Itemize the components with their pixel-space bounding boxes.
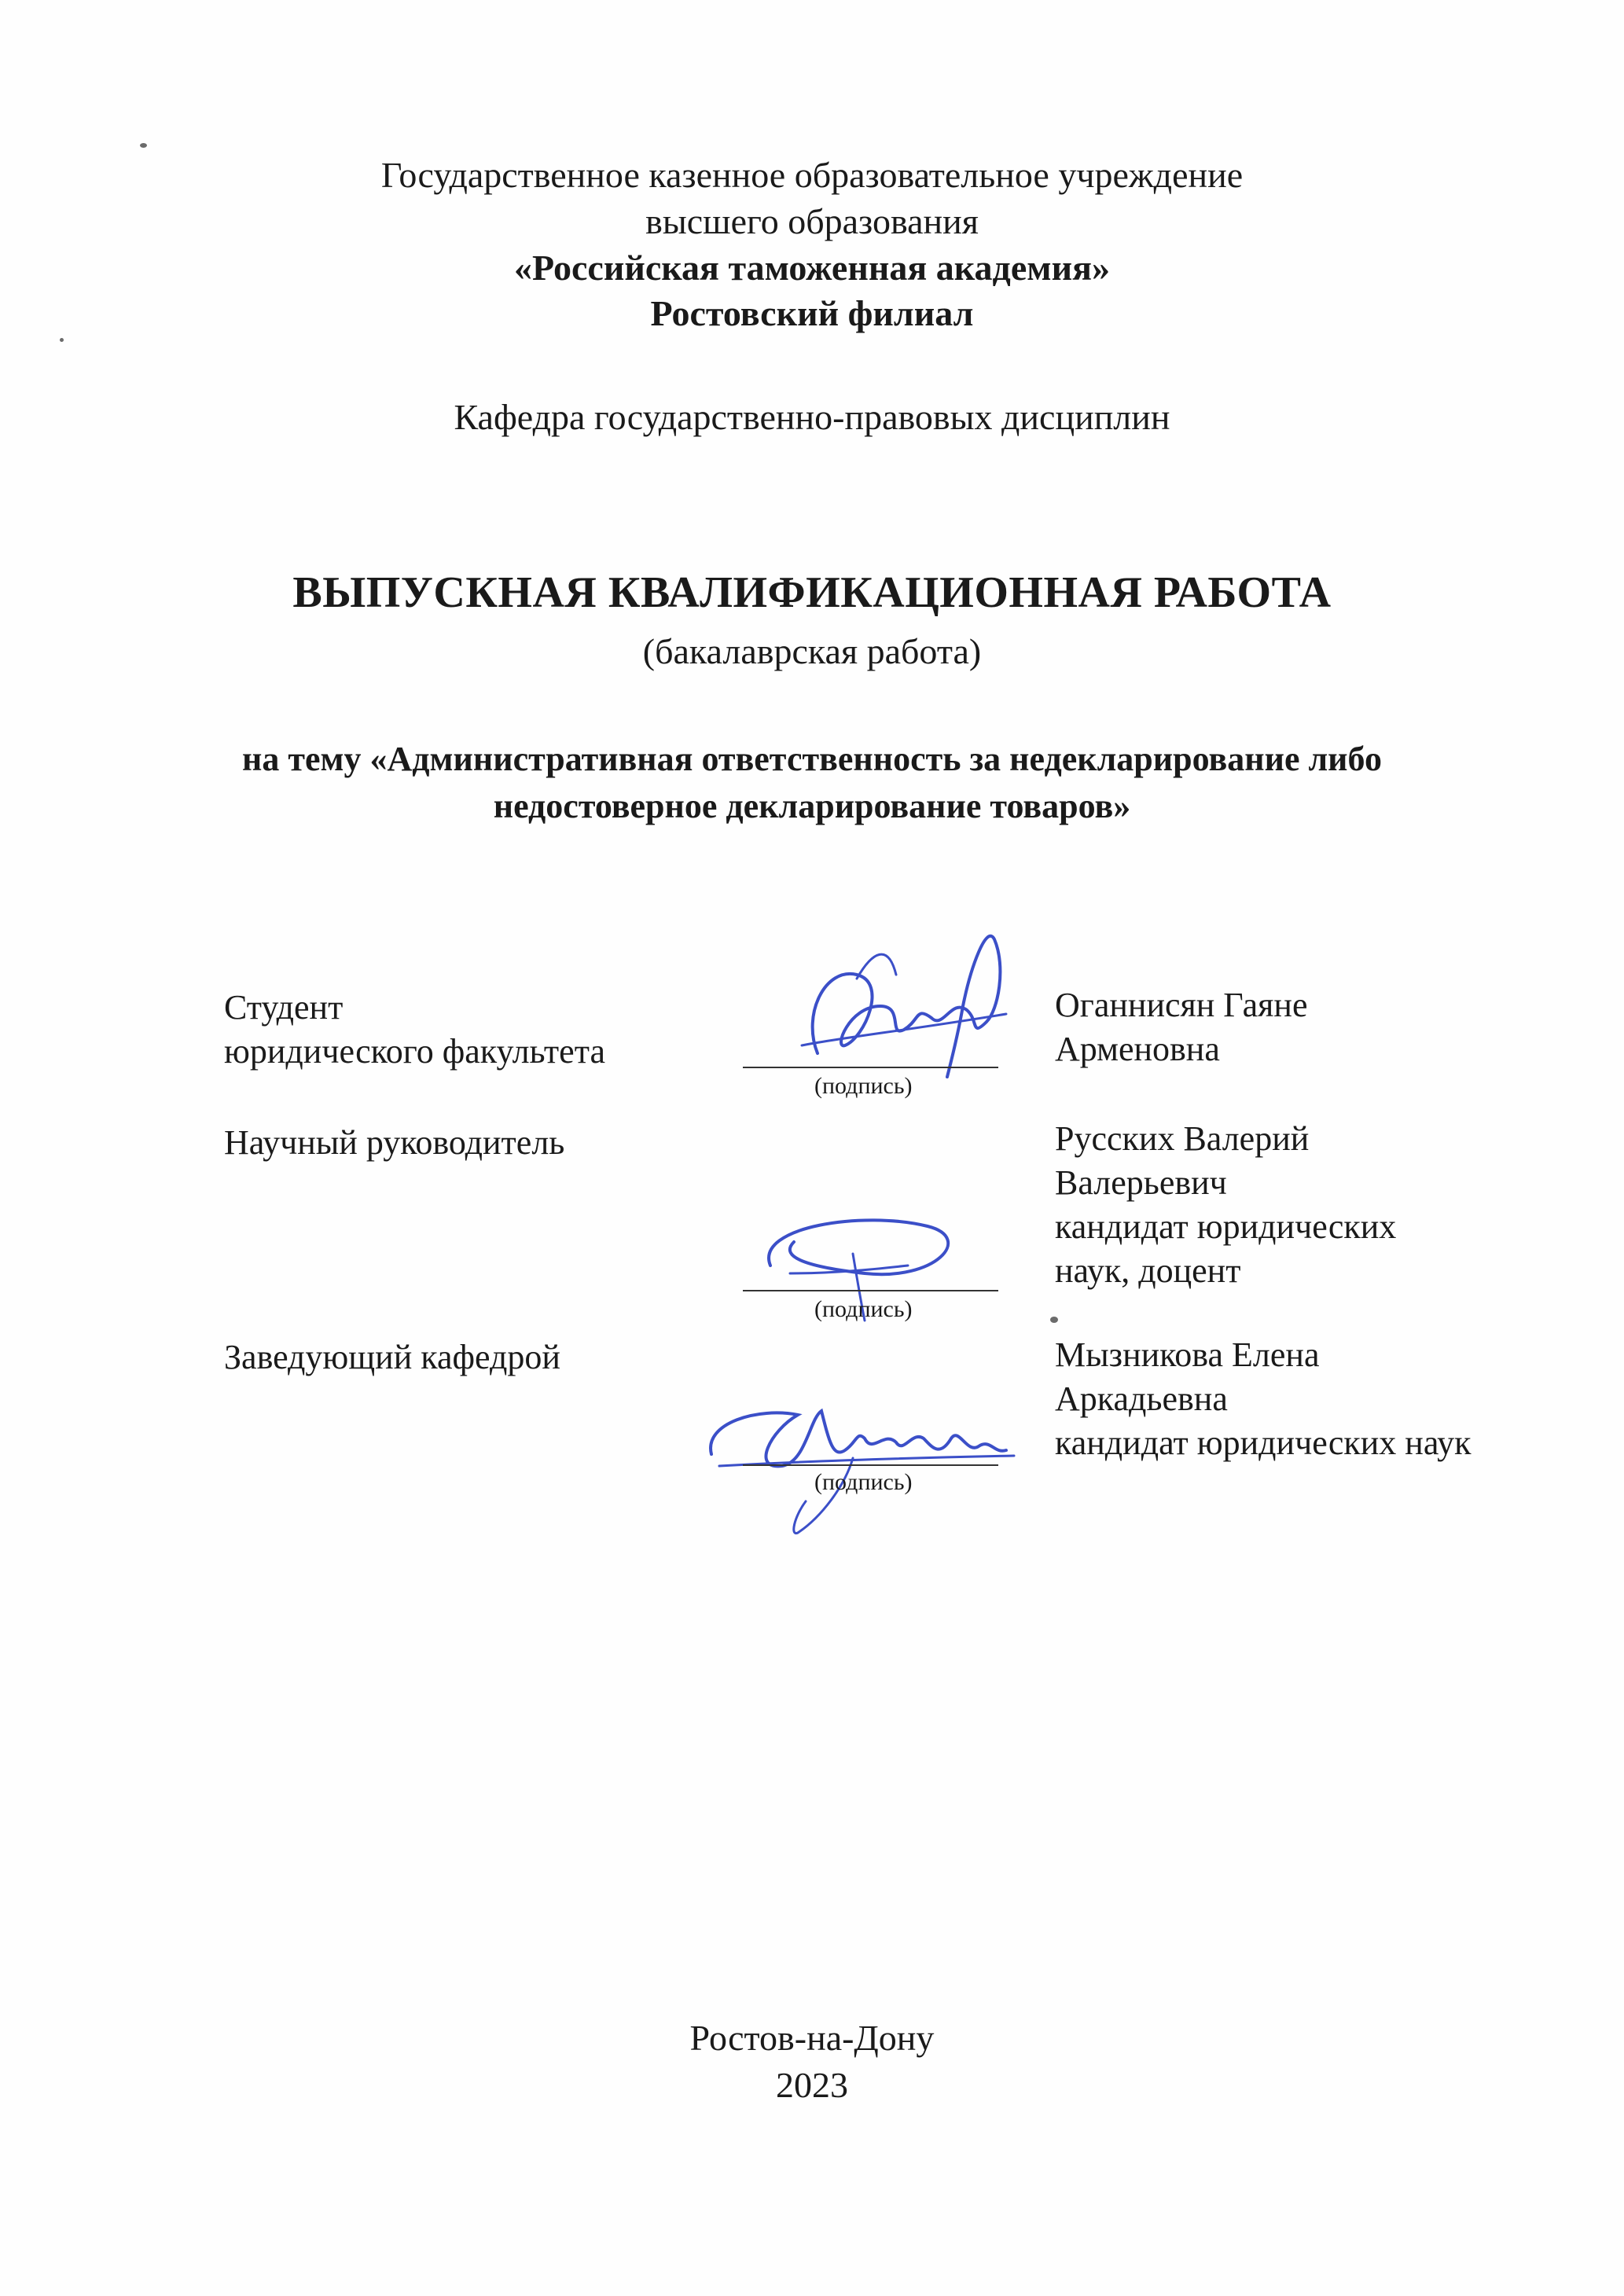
scan-speck	[1050, 1317, 1058, 1323]
student-signature-line	[743, 1067, 998, 1068]
head-role	[224, 1335, 560, 1379]
institution-line-1: Государственное казенное образовательное учреждение	[380, 155, 1244, 195]
work-subtitle: (бакалаврская работа)	[642, 631, 982, 671]
head-name-line-3: кандидат юридических наук	[1055, 1424, 1472, 1462]
student-name-line-1: Оганнисян Гаяне	[1055, 986, 1308, 1024]
head-name-line-1: Мызникова Елена	[1055, 1335, 1320, 1374]
student-name	[1055, 983, 1308, 1071]
branch-name: Ростовский филиал	[650, 293, 974, 333]
head-name-line-2: Аркадьевна	[1055, 1379, 1228, 1418]
supervisor-name-line-2: Валерьевич	[1055, 1163, 1227, 1202]
topic-line-1: на тему «Административная ответственность за недекларирование либо	[242, 740, 1382, 778]
topic-line-2: недостоверное декларирование товаров»	[493, 787, 1131, 825]
head-name	[1055, 1333, 1472, 1465]
head-role-line-1: Заведующий кафедрой	[224, 1338, 560, 1376]
work-title: ВЫПУСКНАЯ КВАЛИФИКАЦИОННАЯ РАБОТА	[292, 568, 1332, 617]
scan-speck	[60, 338, 64, 342]
supervisor-signature-caption: (подпись)	[814, 1296, 913, 1322]
student-name-line-2: Арменовна	[1055, 1030, 1220, 1068]
supervisor-name-line-3: кандидат юридических	[1055, 1207, 1397, 1246]
head-signature	[696, 1383, 1026, 1541]
institution-name: «Российская таможенная академия»	[514, 248, 1110, 288]
head-signature-line	[743, 1464, 998, 1466]
scan-speck	[140, 143, 147, 148]
supervisor-signature-line	[743, 1290, 998, 1291]
head-signature-caption: (подпись)	[814, 1469, 913, 1495]
student-role-line-1: Студент	[224, 988, 344, 1027]
student-signature-caption: (подпись)	[814, 1073, 913, 1099]
supervisor-role-line-1: Научный руководитель	[224, 1123, 565, 1162]
supervisor-name-line-1: Русских Валерий	[1055, 1119, 1310, 1158]
department-name: Кафедра государственно-правовых дисциплин	[454, 397, 1170, 437]
footer-city: Ростов-на-Дону	[689, 2018, 935, 2058]
supervisor-name	[1055, 1117, 1396, 1293]
supervisor-name-line-4: наук, доцент	[1055, 1251, 1241, 1290]
student-role	[224, 986, 605, 1074]
footer-year: 2023	[776, 2065, 848, 2105]
student-signature	[770, 920, 1030, 1085]
institution-line-2: высшего образования	[645, 201, 979, 241]
student-role-line-2: юридического факультета	[224, 1032, 605, 1071]
supervisor-role	[224, 1121, 564, 1165]
